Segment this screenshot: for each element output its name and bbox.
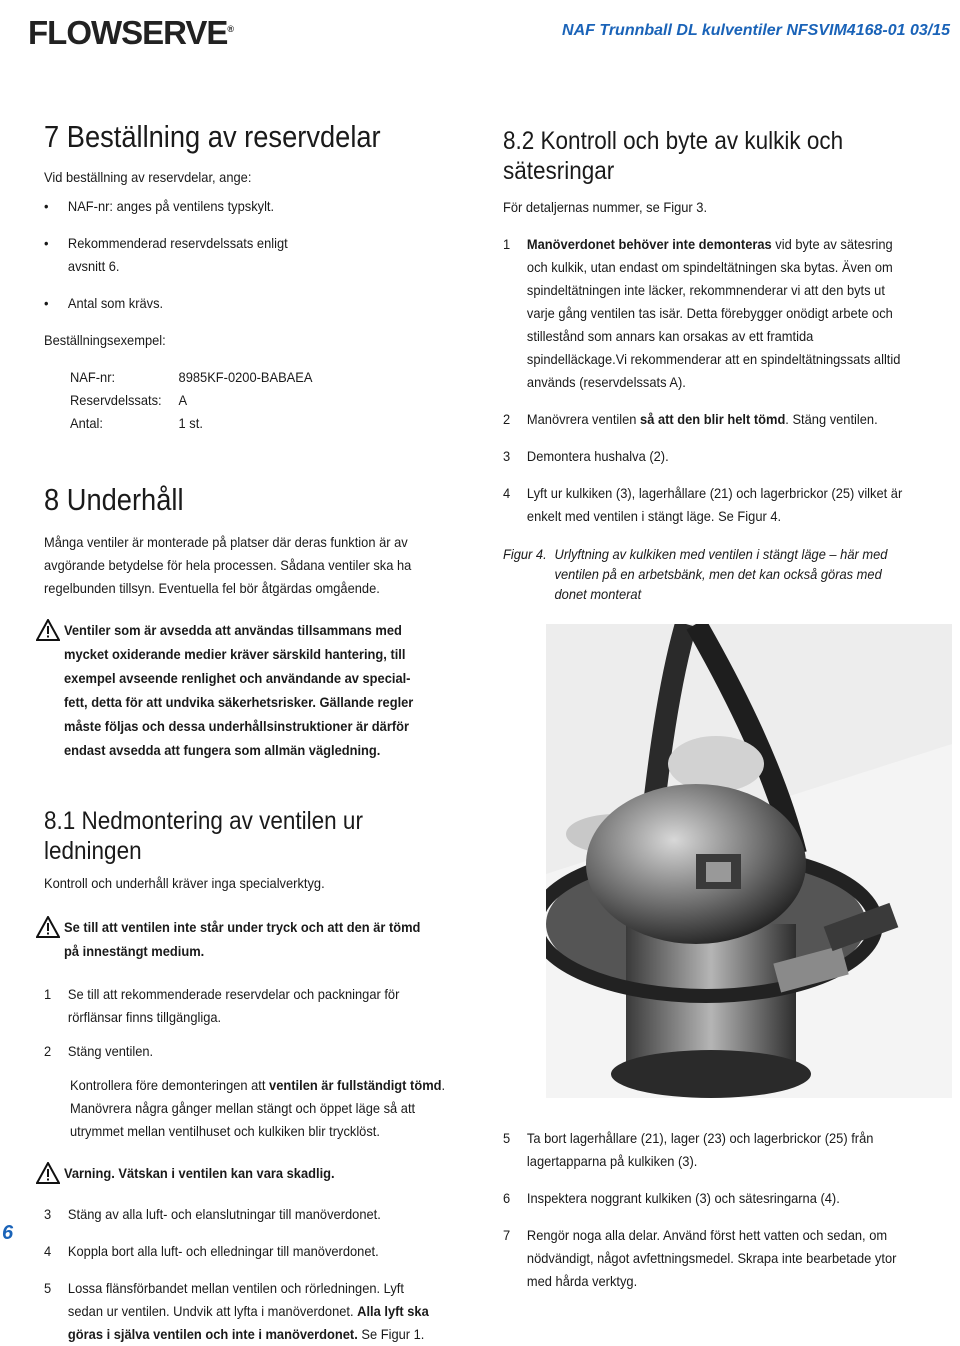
warning-text: Ventiler som är avsedda att användas tillsammans med mycket oxiderande medier kräver särskild hantering, till exempel avseende renlighet och användande av special-fett, detta för att undvika säkerhetsrisker. Gällande regler måste följas och dessa underhållsinstruktioner är därför endast avsedda att fungera som allmän vägledning. <box>64 622 414 759</box>
order-example-label: Beställningsexempel: <box>44 332 166 349</box>
section-8-1-title: 8.1 Nedmontering av ventilen ur ledningen <box>44 807 363 866</box>
order-bullets <box>44 195 435 315</box>
order-example-row: NAF-nr: 8985KF-0200-BABAEA <box>70 369 313 386</box>
bullet-item: • NAF-nr: anges på ventilens typskylt. <box>44 195 435 218</box>
drain-note: Kontrollera före demonteringen att ventilen är fullständigt tömd. Manövrera några gånger mellan stängt och öppet läge så att utrymmet mellan ventilhuset och kulkiken blir trycklöst. <box>70 1077 446 1140</box>
figure-4-caption: Figur 4. Urlyftning av kulkiken med ventilen i stängt läge – här med ventilen på en arbetsbänk, men det kan också göras med donet monterat <box>503 546 888 602</box>
step-item: 6 Inspektera noggrant kulkiken (3) och sätesringarna (4). <box>503 1190 840 1206</box>
flowserve-logo: FLOWSERVE® <box>28 14 234 51</box>
bullet-item: • Antal som krävs. <box>44 292 435 315</box>
document-title: NAF Trunnball DL kulventiler NFSVIM4168-01 03/15 <box>562 22 950 39</box>
order-example-table <box>70 366 437 435</box>
right-column-lower <box>503 1127 953 1293</box>
page-number: 6 <box>2 1222 14 1244</box>
oxidizing-warning <box>36 618 466 762</box>
right-column <box>503 126 953 604</box>
step-item: 4 Lyft ur kulkiken (3), lagerhållare (21) och lagerbrickor (25) vilket är enkelt med ventilen i stängt läge. Se Figur 4. <box>503 485 903 524</box>
order-example-row: Antal: 1 st. <box>70 415 203 432</box>
pressure-warning <box>36 915 469 963</box>
step-item: 1 Se till att rekommenderade reservdelar och packningar för rörflänsar finns tillgängliga. <box>44 986 400 1026</box>
step-item: 3 Stäng av alla luft- och elanslutningar till manöverdonet. <box>44 1206 381 1223</box>
bullet-item: • Rekommenderad reservdelssats enligt avsnitt 6. <box>44 232 298 278</box>
left-column <box>44 120 469 1346</box>
fluid-warning <box>36 1161 469 1185</box>
warning-text: Se till att ventilen inte står under tryck och att den är tömd på innestängt medium. <box>64 919 421 960</box>
section-7-intro: Vid beställning av reservdelar, ange: <box>44 169 252 186</box>
step-item: 1 Manöverdonet behöver inte demonteras vid byte av sätesring och kulkik, utan endast om spindeltätningen ska bytas. Även om spindeltätningen inte läcker, rekommnenderar vi att den byts ut varje gång ventilen tas isär. Detta förebygger onödigt arbete och stillestånd som annars kan orsakas av ett framtida spindelläckage.Vi rekommenderar att en spindeltätningssats alltid används (reservdelssats A). <box>503 236 901 390</box>
figure-4-photo <box>546 624 952 1098</box>
step-item: 4 Koppla bort alla luft- och elledningar till manöverdonet. <box>44 1243 379 1260</box>
warning-triangle-icon <box>36 916 60 938</box>
step-item: 5 Lossa flänsförbandet mellan ventilen och rörledningen. Lyft sedan ur ventilen. Undvik att lyfta i manöverdonet. Alla lyft ska göras i själva ventilen och inte i manöverdonet. Se Figur 1. <box>44 1280 429 1343</box>
section-8-1-intro: Kontroll och underhåll kräver inga specialverktyg. <box>44 875 325 892</box>
step-item: 5 Ta bort lagerhållare (21), lager (23) och lagerbrickor (25) från lagertapparna på kulkiken (3). <box>503 1130 874 1169</box>
step-item: 3 Demontera hushalva (2). <box>503 448 669 464</box>
section-8-2-intro: För detaljernas nummer, se Figur 3. <box>503 199 708 215</box>
warning-text: Varning. Vätskan i ventilen kan vara skadlig. <box>64 1165 335 1182</box>
section-7-title: 7 Beställning av reservdelar <box>44 119 381 154</box>
warning-triangle-icon <box>36 1162 60 1184</box>
warning-triangle-icon <box>36 619 60 641</box>
section-8-title: 8 Underhåll <box>44 482 184 518</box>
step-item: 2 Manövrera ventilen så att den blir helt tömd. Stäng ventilen. <box>503 411 878 427</box>
step-item: 7 Rengör noga alla delar. Använd först hett vatten och sedan, om nödvändigt, något avfettningsmedel. Skrapa inte bearbetade ytor med hårda verktyg. <box>503 1227 897 1289</box>
order-example-row: Reservdelssats: A <box>70 392 188 409</box>
step-item: 2 Stäng ventilen. <box>44 1043 154 1060</box>
section-8-2-title: 8.2 Kontroll och byte av kulkik och sätesringar <box>503 127 844 185</box>
section-8-intro: Många ventiler är monterade på platser där deras funktion är av avgörande betydelse för hela processen. Sådana ventiler ska ha regelbunden tillsyn. Eventuella fel bör åtgärdas omgående. <box>44 534 412 597</box>
